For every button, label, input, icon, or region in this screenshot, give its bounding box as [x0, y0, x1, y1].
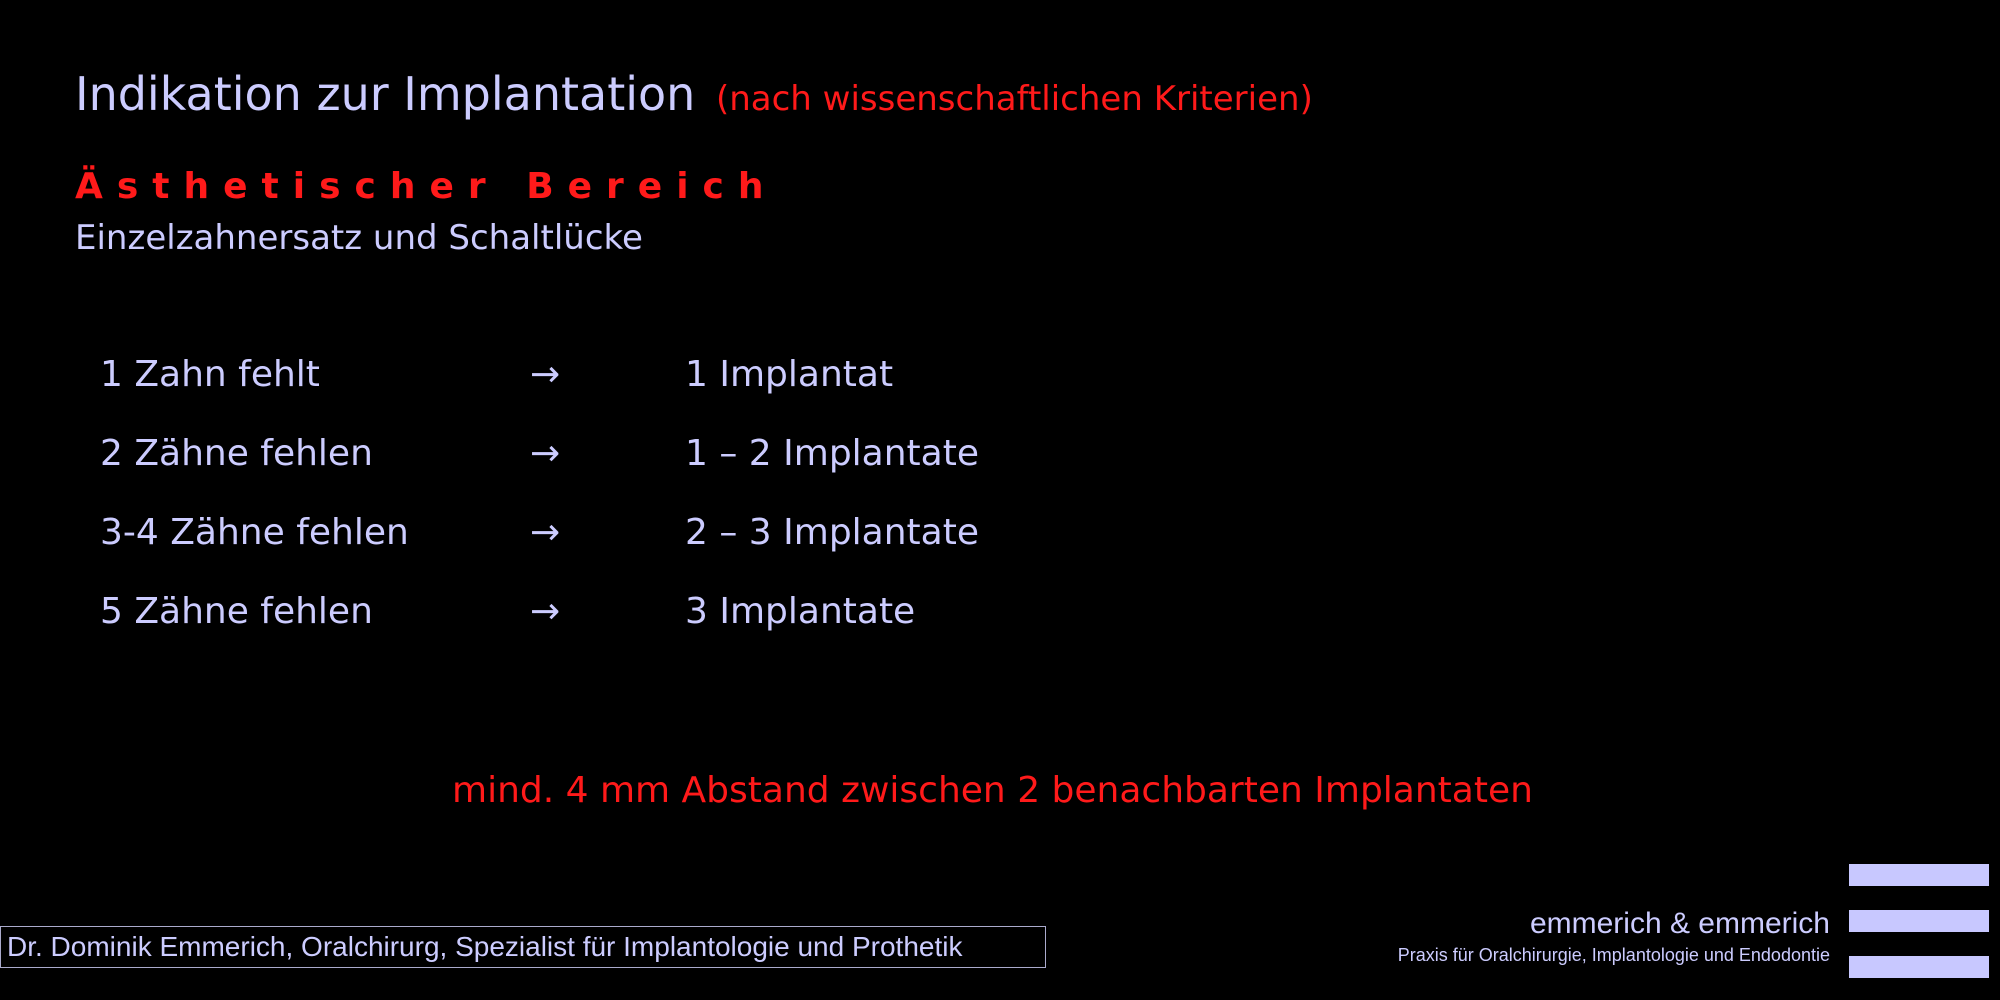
spacing-note: mind. 4 mm Abstand zwischen 2 benachbarten Implantaten [452, 770, 1533, 811]
logo-bar [1849, 910, 1989, 932]
slide-title [75, 66, 1313, 127]
arrow-right-icon: → [530, 433, 561, 474]
implant-count-label: 1 – 2 Implantate [685, 433, 979, 474]
logo-bar [1849, 864, 1989, 886]
brand-tagline: Praxis für Oralchirurgie, Implantologie und Endodontie [1397, 945, 1830, 965]
arrow-right-icon: → [530, 354, 561, 395]
section-subheading: Einzelzahnersatz und Schaltlücke [75, 218, 643, 258]
missing-teeth-label: 1 Zahn fehlt [100, 354, 320, 395]
practice-brand [1398, 906, 1830, 968]
arrow-right-icon: → [530, 591, 561, 632]
missing-teeth-label: 2 Zähne fehlen [100, 433, 373, 474]
author-footer: Dr. Dominik Emmerich, Oralchirurg, Spezialist für Implantologie und Prothetik [0, 926, 1046, 968]
slide-title-main: Indikation zur Implantation [75, 67, 696, 121]
logo-bar [1849, 956, 1989, 978]
logo-bars-icon [1849, 864, 1989, 1000]
arrow-right-icon: → [530, 512, 561, 553]
missing-teeth-label: 5 Zähne fehlen [100, 591, 373, 632]
implant-count-label: 1 Implantat [685, 354, 894, 395]
missing-teeth-label: 3-4 Zähne fehlen [100, 512, 409, 553]
implant-count-label: 2 – 3 Implantate [685, 512, 979, 553]
implant-count-label: 3 Implantate [685, 591, 916, 632]
section-heading: Ästhetischer Bereich [75, 166, 778, 207]
slide-title-subtitle: (nach wissenschaftlichen Kriterien) [715, 79, 1313, 119]
brand-name: emmerich & emmerich [1529, 907, 1830, 940]
